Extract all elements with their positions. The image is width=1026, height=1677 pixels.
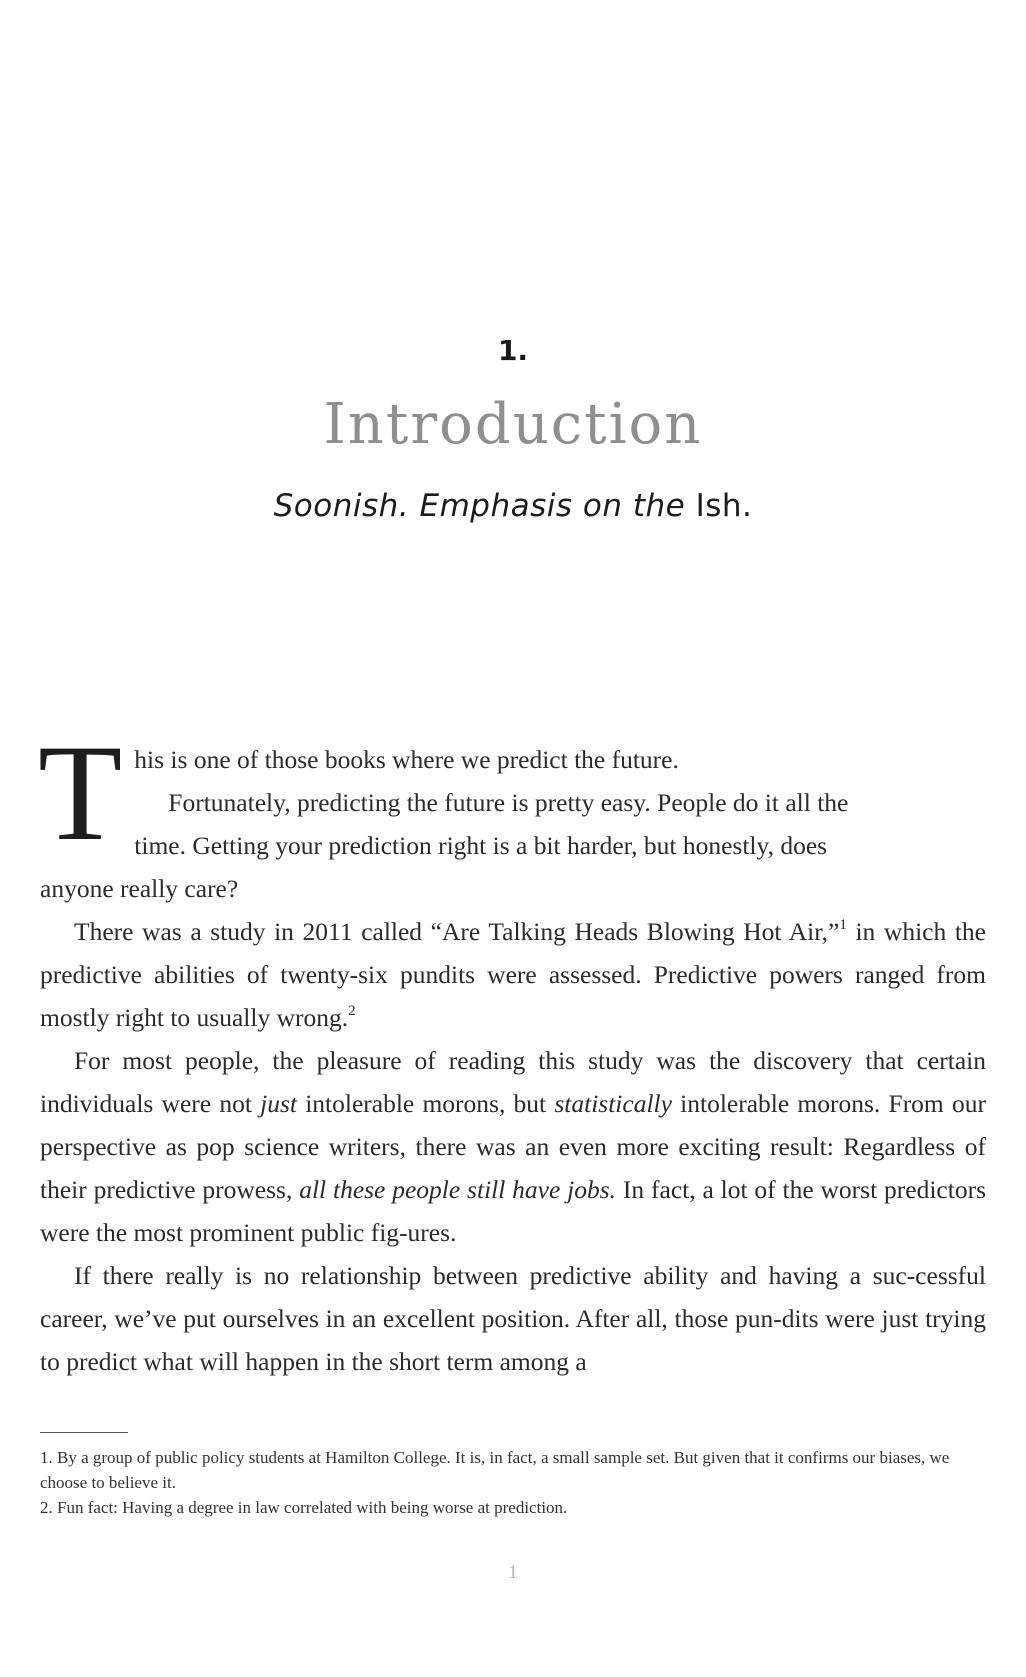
- footnotes: [40, 1445, 986, 1520]
- p3-text-c: intolerable morons. From our perspective as pop science writers, there was an even more exciting result: Regardless of their predictive prowess,: [40, 1089, 986, 1204]
- footnote-2: 2. Fun fact: Having a degree in law correlated with being worse at prediction.: [40, 1498, 568, 1517]
- p3-text-d: In fact, a lot of the worst predictors were the most prominent public fig-ures.: [40, 1175, 986, 1247]
- paragraph-1: [38, 716, 986, 910]
- p3-emphasis-jobs: all these people still have jobs.: [299, 1175, 617, 1204]
- p3-text-a: For most people, the pleasure of reading this study was the discovery that certain individuals were not: [40, 1046, 986, 1118]
- page-number: 1: [508, 1562, 518, 1583]
- footnote-divider: [40, 1432, 128, 1433]
- chapter-subtitle: [0, 488, 1026, 524]
- footnote-ref-1[interactable]: 1: [839, 916, 847, 933]
- subtitle-roman: Ish.: [695, 488, 753, 524]
- p1-line3: time. Getting your prediction right is a bit harder, but honestly, does: [134, 831, 828, 860]
- chapter-title: Introduction: [323, 392, 703, 457]
- paragraph-3: [40, 1039, 986, 1254]
- chapter-number: 1.: [497, 334, 529, 367]
- p3-emphasis-just: just: [260, 1089, 297, 1118]
- footnote-ref-2[interactable]: 2: [348, 1002, 356, 1019]
- p1-line1: his is one of those books where we predict the future.: [134, 745, 679, 774]
- p3-text-b: intolerable morons, but: [296, 1089, 555, 1118]
- p1-line4: anyone really care?: [40, 874, 239, 903]
- p1-line2: Fortunately, predicting the future is pretty easy. People do it all the: [168, 788, 849, 817]
- p2-text-a: There was a study in 2011 called “Are Talking Heads Blowing Hot Air,”: [74, 917, 840, 946]
- paragraph-4: If there really is no relationship between predictive ability and having a suc-cessful career, we’ve put ourselves in an excellent position. After all, those pun-dits were just trying to predict what will happen in the short term among a: [40, 1261, 986, 1376]
- drop-cap: T: [38, 716, 123, 869]
- p3-emphasis-statistically: statistically: [554, 1089, 672, 1118]
- footnote-1: 1. By a group of public policy students at Hamilton College. It is, in fact, a small sample set. But given that it confirms our biases, we choose to believe it.: [40, 1448, 950, 1492]
- body-text: [38, 716, 986, 1383]
- subtitle-italic: Soonish. Emphasis on the: [273, 488, 696, 524]
- paragraph-2: [40, 910, 986, 1039]
- p2-text-b: in which the predictive abilities of twenty-six pundits were assessed. Predictive powers ranged from mostly right to usually wrong.: [40, 917, 986, 1032]
